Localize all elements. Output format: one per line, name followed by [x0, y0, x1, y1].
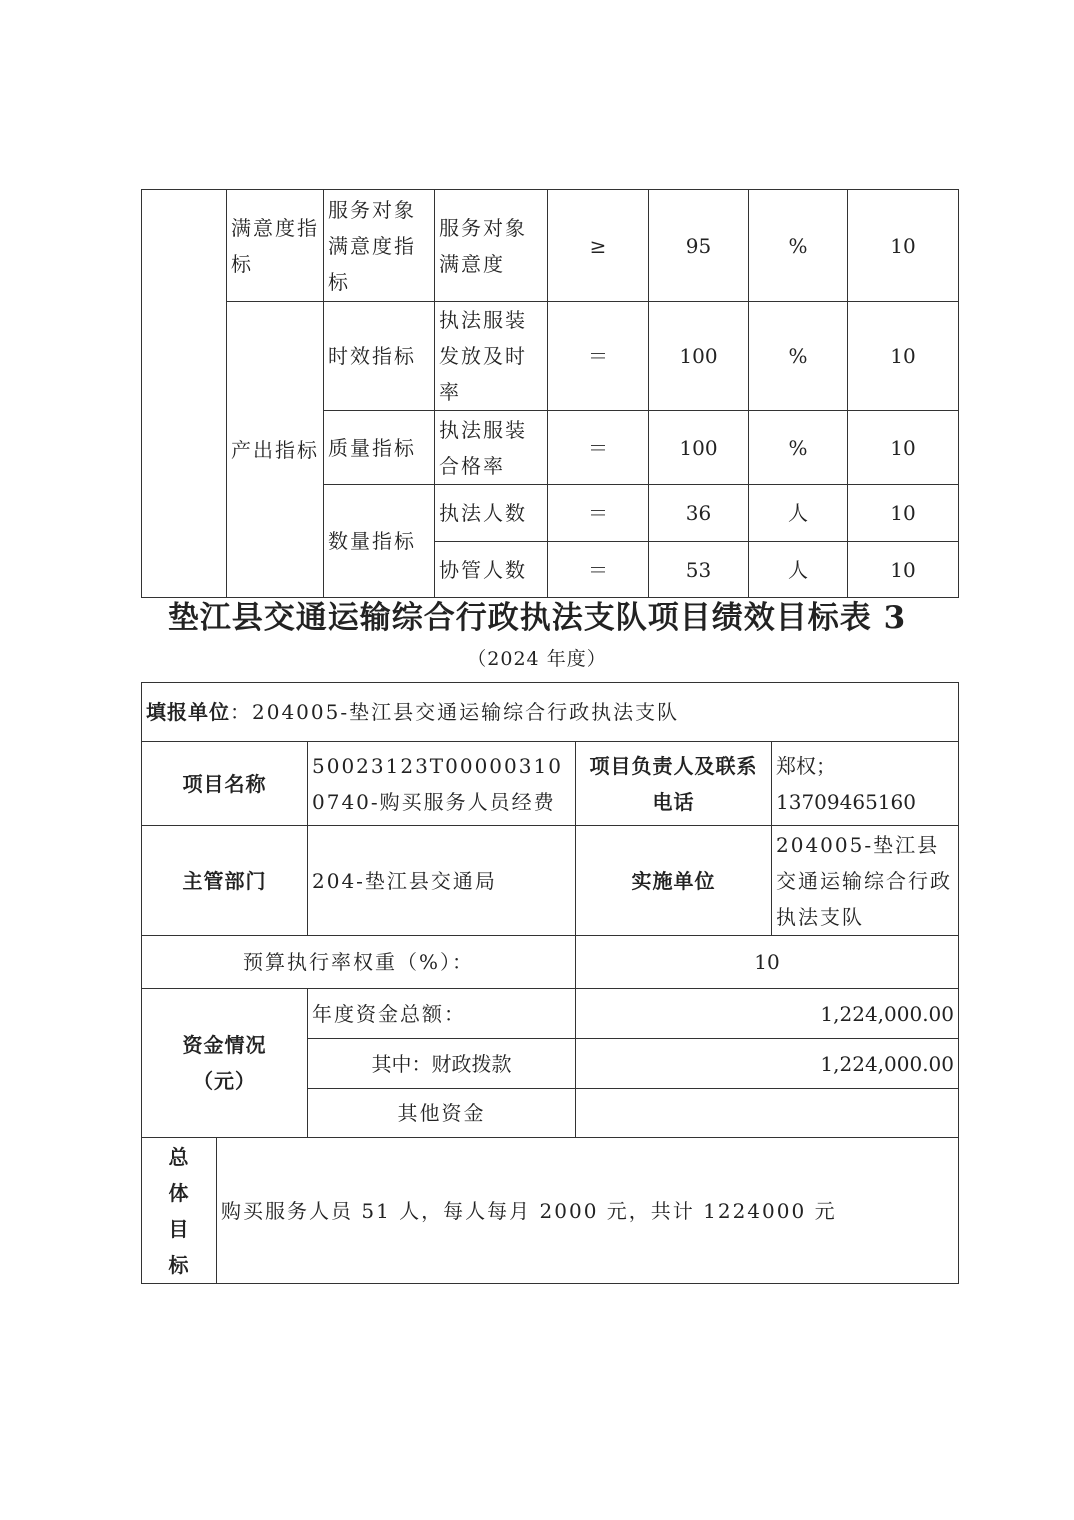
- operator-cell: ＝: [548, 302, 649, 411]
- value-cell: 100: [649, 411, 749, 485]
- fiscal-label: 其中：财政拨款: [308, 1039, 576, 1089]
- dept-label: 主管部门: [142, 826, 308, 936]
- page-title: 垫江县交通运输综合行政执法支队项目绩效目标表 3: [167, 600, 907, 636]
- budget-weight-value: 10: [576, 936, 959, 989]
- filler-value: ：204005-垫江县交通运输综合行政执法支队: [230, 700, 680, 724]
- unit-cell: 人: [749, 485, 848, 542]
- operator-cell: ＝: [548, 411, 649, 485]
- unit-cell: %: [749, 411, 848, 485]
- filler-row: [142, 683, 959, 742]
- impl-value: 204005-垫江县交通运输综合行政执法支队: [772, 826, 959, 936]
- level3-cell: 协管人数: [435, 542, 548, 598]
- value-cell: 95: [649, 190, 749, 302]
- level3-cell: 执法人数: [435, 485, 548, 542]
- score-cell: 10: [848, 485, 959, 542]
- value-cell: 36: [649, 485, 749, 542]
- unit-cell: %: [749, 302, 848, 411]
- annual-total-value: 1,224,000.00: [576, 989, 959, 1039]
- score-cell: 10: [848, 302, 959, 411]
- other-funds-label: 其他资金: [308, 1089, 576, 1138]
- goal-value: 购买服务人员 51 人，每人每月 2000 元，共计 1224000 元: [217, 1138, 959, 1284]
- level2-cell: 数量指标: [324, 485, 435, 598]
- level3-cell: 执法服装发放及时率: [435, 302, 548, 411]
- level1-cell: 满意度指标: [227, 190, 324, 302]
- project-name-label: 项目名称: [142, 742, 308, 826]
- budget-weight-label: 预算执行率权重（%）：: [142, 936, 576, 989]
- project-form-table: [141, 682, 959, 1284]
- operator-cell: ＝: [548, 485, 649, 542]
- contact-label: 项目负责人及联系电话: [576, 742, 772, 826]
- year-subtitle: （2024 年度）: [467, 648, 607, 670]
- level1-cell: 产出指标: [227, 302, 324, 598]
- unit-cell: 人: [749, 542, 848, 598]
- indicator-table: [141, 189, 959, 598]
- score-cell: 10: [848, 190, 959, 302]
- annual-total-label: 年度资金总额：: [308, 989, 576, 1039]
- contact-value: 郑权；13709465160: [772, 742, 959, 826]
- level3-cell: 执法服装合格率: [435, 411, 548, 485]
- goal-label: 总体目标: [142, 1138, 217, 1284]
- value-cell: 100: [649, 302, 749, 411]
- dept-value: 204-垫江县交通局: [308, 826, 576, 936]
- impl-label: 实施单位: [576, 826, 772, 936]
- level3-cell: 服务对象满意度: [435, 190, 548, 302]
- fiscal-value: 1,224,000.00: [576, 1039, 959, 1089]
- operator-cell: ＝: [548, 542, 649, 598]
- funds-label: 资金情况（元）: [142, 989, 308, 1138]
- unit-cell: %: [749, 190, 848, 302]
- value-cell: 53: [649, 542, 749, 598]
- level2-cell: 服务对象满意度指标: [324, 190, 435, 302]
- score-cell: 10: [848, 411, 959, 485]
- operator-cell: ≥: [548, 190, 649, 302]
- other-funds-value: [576, 1089, 959, 1138]
- project-name-value: 50023123T000003100740-购买服务人员经费: [308, 742, 576, 826]
- score-cell: 10: [848, 542, 959, 598]
- level2-cell: 质量指标: [324, 411, 435, 485]
- filler-label: 填报单位: [146, 700, 230, 724]
- blank-cell: [142, 190, 227, 598]
- level2-cell: 时效指标: [324, 302, 435, 411]
